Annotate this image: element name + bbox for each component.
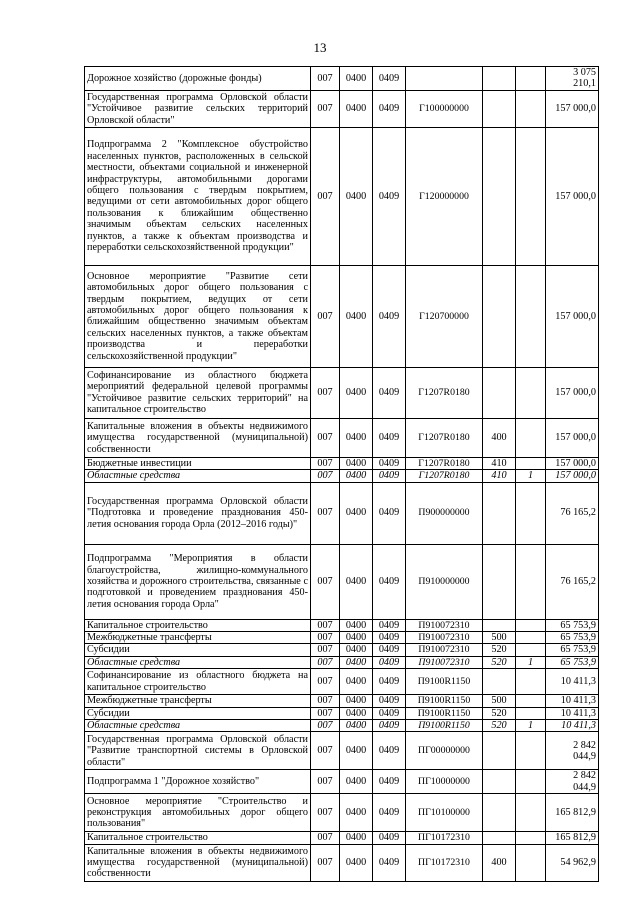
page-number: 13 [313,40,327,55]
row-subsection: 0409 [373,669,406,695]
table-row [85,732,599,770]
table-row [85,367,599,418]
row-code: 007 [311,732,340,770]
row-code: 007 [311,794,340,832]
row-code: 007 [311,90,340,127]
row-code: 007 [311,67,340,91]
row-target [406,67,483,91]
row-amount: 10 411,3 [546,695,599,707]
row-subsection: 0409 [373,632,406,644]
table-row [85,265,599,367]
table-row [85,619,599,631]
row-subsection: 0409 [373,265,406,367]
row-amount: 76 165,2 [546,544,599,619]
row-target: П910000000 [406,544,483,619]
row-amount: 157 000,0 [546,90,599,127]
row-expense-type: 520 [483,720,516,732]
row-target: П9100R1150 [406,669,483,695]
row-target: П910072310 [406,619,483,631]
row-amount: 2 842 044,9 [546,732,599,770]
row-section: 0400 [340,457,373,469]
table-row [85,67,599,91]
row-source [516,794,546,832]
row-section: 0400 [340,544,373,619]
table-row [85,482,599,544]
row-code: 007 [311,367,340,418]
table-row [85,418,599,457]
table-row [85,770,599,794]
row-target: Г1207R0180 [406,367,483,418]
row-target: Г1207R0180 [406,470,483,482]
table-row [85,644,599,656]
row-name: Капитальные вложения в объекты недвижимого имущества государственной (муниципальной) собственности [85,844,311,881]
row-section: 0400 [340,619,373,631]
row-expense-type: 500 [483,632,516,644]
table-row [85,656,599,668]
row-amount: 10 411,3 [546,707,599,719]
row-name: Государственная программа Орловской области "Подготовка и проведение празднования 450-летия основания города Орла (2012–2016 годы)" [85,482,311,544]
row-section: 0400 [340,707,373,719]
row-code: 007 [311,470,340,482]
row-expense-type: 520 [483,707,516,719]
row-subsection: 0409 [373,732,406,770]
row-source [516,644,546,656]
row-section: 0400 [340,656,373,668]
row-code: 007 [311,544,340,619]
row-target: П9100R1150 [406,707,483,719]
row-name: Государственная программа Орловской области "Устойчивое развитие сельских территорий Орловской области" [85,90,311,127]
row-amount: 157 000,0 [546,457,599,469]
row-amount: 157 000,0 [546,418,599,457]
row-code: 007 [311,707,340,719]
row-code: 007 [311,632,340,644]
row-expense-type [483,367,516,418]
row-section: 0400 [340,470,373,482]
row-expense-type: 520 [483,644,516,656]
row-subsection: 0409 [373,127,406,265]
row-source [516,457,546,469]
row-expense-type [483,669,516,695]
row-code: 007 [311,695,340,707]
table-row [85,470,599,482]
row-name: Подпрограмма 1 "Дорожное хозяйство" [85,770,311,794]
row-expense-type [483,265,516,367]
row-expense-type [483,67,516,91]
row-subsection: 0409 [373,482,406,544]
row-subsection: 0409 [373,656,406,668]
row-expense-type [483,482,516,544]
row-source [516,732,546,770]
row-code: 007 [311,127,340,265]
row-target: П910072310 [406,644,483,656]
row-name: Дорожное хозяйство (дорожные фонды) [85,67,311,91]
row-target: Г1207R0180 [406,418,483,457]
row-section: 0400 [340,844,373,881]
row-expense-type [483,770,516,794]
row-source [516,619,546,631]
row-source [516,90,546,127]
row-section: 0400 [340,418,373,457]
row-name: Субсидии [85,707,311,719]
table-row [85,669,599,695]
table-row [85,720,599,732]
row-amount: 10 411,3 [546,720,599,732]
row-amount: 65 753,9 [546,632,599,644]
row-target: П9100R1150 [406,695,483,707]
row-expense-type: 410 [483,470,516,482]
row-source [516,695,546,707]
row-source [516,482,546,544]
row-name: Основное мероприятие "Строительство и реконструкция автомобильных дорог общего пользования" [85,794,311,832]
row-subsection: 0409 [373,470,406,482]
row-amount: 65 753,9 [546,656,599,668]
row-source [516,367,546,418]
row-code: 007 [311,619,340,631]
row-expense-type [483,544,516,619]
row-amount: 165 812,9 [546,832,599,844]
row-name: Капитальные вложения в объекты недвижимого имущества государственной (муниципальной) собственности [85,418,311,457]
row-name: Областные средства [85,470,311,482]
table-row [85,457,599,469]
row-amount: 76 165,2 [546,482,599,544]
row-source [516,67,546,91]
row-name: Капитальное строительство [85,619,311,631]
row-expense-type [483,732,516,770]
row-target: Г1207R0180 [406,457,483,469]
row-section: 0400 [340,720,373,732]
row-amount: 157 000,0 [546,127,599,265]
row-code: 007 [311,656,340,668]
table-row [85,695,599,707]
row-section: 0400 [340,770,373,794]
row-name: Межбюджетные трансферты [85,695,311,707]
row-source: 1 [516,656,546,668]
row-section: 0400 [340,90,373,127]
row-target: Г120000000 [406,127,483,265]
row-amount: 165 812,9 [546,794,599,832]
row-section: 0400 [340,632,373,644]
row-target: Г100000000 [406,90,483,127]
row-section: 0400 [340,644,373,656]
row-amount: 65 753,9 [546,644,599,656]
row-expense-type: 520 [483,656,516,668]
row-source [516,669,546,695]
table-row [85,844,599,881]
row-source [516,844,546,881]
row-section: 0400 [340,265,373,367]
row-source [516,544,546,619]
row-section: 0400 [340,832,373,844]
row-name: Областные средства [85,656,311,668]
row-section: 0400 [340,669,373,695]
table-body [85,67,599,882]
row-subsection: 0409 [373,770,406,794]
row-code: 007 [311,844,340,881]
row-code: 007 [311,832,340,844]
row-section: 0400 [340,794,373,832]
row-expense-type [483,127,516,265]
row-code: 007 [311,482,340,544]
row-name: Государственная программа Орловской области "Развитие транспортной системы в Орловской области" [85,732,311,770]
row-target: ПГ10000000 [406,770,483,794]
row-subsection: 0409 [373,720,406,732]
table-row [85,632,599,644]
table-row [85,90,599,127]
row-section: 0400 [340,367,373,418]
table-row [85,832,599,844]
table-row [85,794,599,832]
row-name: Подпрограмма 2 "Комплексное обустройство населенных пунктов, расположенных в сельской местности, объектами социальной и инженерной инфраструктуры, автомобильными дорогами общего пользования с твердым покрытием, ведущими от сети автомобильных дорог общего пользования к ближайшим общественно значимым объектам сельских населенных пунктов, а также к объектам производства и переработки сельскохозяйственной продукции" [85,127,311,265]
row-expense-type: 500 [483,695,516,707]
row-amount: 2 842 044,9 [546,770,599,794]
row-name: Софинансирование из областного бюджета на капитальное строительство [85,669,311,695]
row-target: ПГ10172310 [406,832,483,844]
row-subsection: 0409 [373,367,406,418]
table-row [85,544,599,619]
row-name: Межбюджетные трансферты [85,632,311,644]
row-amount: 157 000,0 [546,265,599,367]
row-expense-type [483,619,516,631]
row-name: Основное мероприятие "Развитие сети автомобильных дорог общего пользования с твердым покрытием, ведущих от сети автомобильных дорог общего пользования к ближайшим общественно значимым объектам сельских населенных пунктов, а также объектам производства и переработки сельскохозяйственной продукции" [85,265,311,367]
row-name: Капитальное строительство [85,832,311,844]
row-name: Субсидии [85,644,311,656]
row-source: 1 [516,720,546,732]
row-section: 0400 [340,482,373,544]
row-amount: 65 753,9 [546,619,599,631]
row-name: Софинансирование из областного бюджета мероприятий федеральной целевой программы "Устойчивое развитие сельских территорий" на капитальное строительство [85,367,311,418]
row-section: 0400 [340,67,373,91]
row-expense-type [483,832,516,844]
budget-table [84,66,599,882]
row-target: П9100R1150 [406,720,483,732]
row-target: ПГ00000000 [406,732,483,770]
row-target: П910072310 [406,656,483,668]
table-row [85,127,599,265]
row-subsection: 0409 [373,644,406,656]
row-subsection: 0409 [373,695,406,707]
row-subsection: 0409 [373,832,406,844]
row-source [516,707,546,719]
row-amount: 3 075 210,1 [546,67,599,91]
row-code: 007 [311,644,340,656]
row-code: 007 [311,770,340,794]
row-target: П910072310 [406,632,483,644]
row-expense-type [483,90,516,127]
row-source [516,770,546,794]
row-target: ПГ10172310 [406,844,483,881]
row-subsection: 0409 [373,90,406,127]
row-subsection: 0409 [373,67,406,91]
row-code: 007 [311,457,340,469]
row-name: Областные средства [85,720,311,732]
row-subsection: 0409 [373,794,406,832]
row-subsection: 0409 [373,418,406,457]
row-expense-type: 400 [483,844,516,881]
row-section: 0400 [340,695,373,707]
row-code: 007 [311,669,340,695]
row-amount: 157 000,0 [546,470,599,482]
row-source [516,632,546,644]
row-expense-type: 410 [483,457,516,469]
row-subsection: 0409 [373,457,406,469]
row-code: 007 [311,418,340,457]
row-subsection: 0409 [373,619,406,631]
row-amount: 10 411,3 [546,669,599,695]
row-name: Подпрограмма "Мероприятия в области благоустройства, жилищно-коммунального хозяйства и дорожного строительства, связанные с подготовкой и проведением празднования 450-летия основания города Орла" [85,544,311,619]
row-subsection: 0409 [373,544,406,619]
row-section: 0400 [340,127,373,265]
row-source [516,127,546,265]
row-subsection: 0409 [373,707,406,719]
table-row [85,707,599,719]
row-source [516,832,546,844]
row-amount: 157 000,0 [546,367,599,418]
row-code: 007 [311,265,340,367]
row-target: ПГ10100000 [406,794,483,832]
row-source: 1 [516,470,546,482]
row-source [516,265,546,367]
row-name: Бюджетные инвестиции [85,457,311,469]
row-expense-type: 400 [483,418,516,457]
row-expense-type [483,794,516,832]
row-code: 007 [311,720,340,732]
row-section: 0400 [340,732,373,770]
row-target: Г120700000 [406,265,483,367]
row-source [516,418,546,457]
row-subsection: 0409 [373,844,406,881]
row-amount: 54 962,9 [546,844,599,881]
row-target: П900000000 [406,482,483,544]
